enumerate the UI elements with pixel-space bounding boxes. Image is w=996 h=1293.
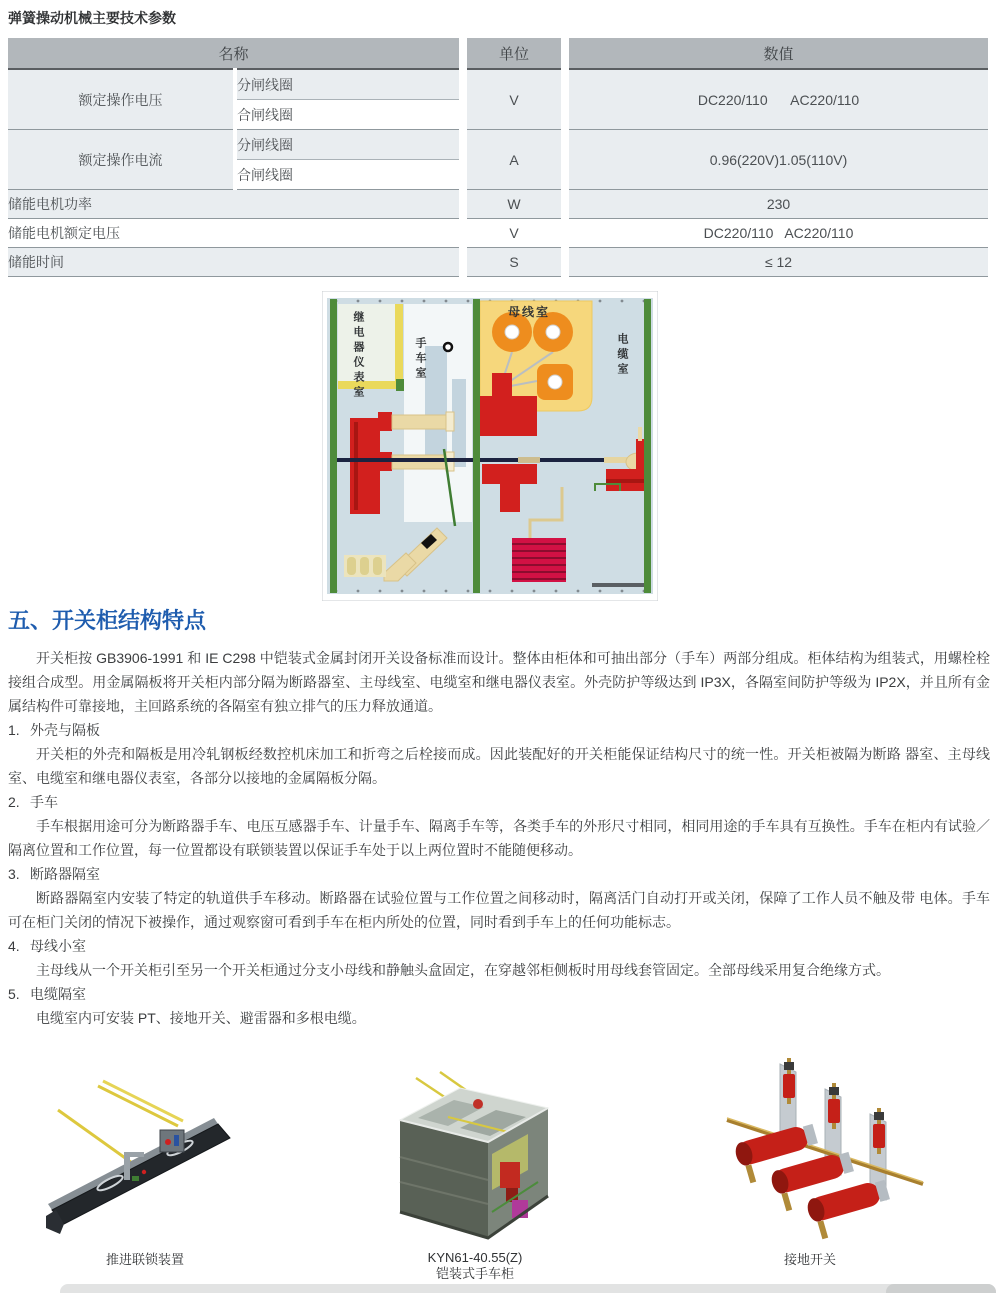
- item-number: 1.: [8, 722, 20, 738]
- item-heading: [8, 934, 990, 958]
- figure-caption-cabinet-model: KYN61-40.55(Z): [427, 1250, 523, 1265]
- row-value: DC220/110 AC220/110: [565, 69, 988, 130]
- row-name: 储能电机额定电压: [8, 219, 463, 248]
- item-title: 电缆隔室: [30, 986, 86, 1002]
- row-value: 230: [565, 190, 988, 219]
- item-heading: [8, 718, 990, 742]
- row-name: 额定操作电流: [8, 130, 235, 190]
- item-body: 主母线从一个开关柜引至另一个开关柜通过分支小母线和静触头盒固定，在穿越邻柜侧板时用母线套管固定。全部母线采用复合绝缘方式。: [36, 962, 890, 978]
- row-subname: 合闸线圈: [235, 100, 463, 130]
- switchgear-section-diagram: [322, 291, 658, 601]
- row-subname: 分闸线圈: [235, 69, 463, 100]
- row-value: ≤ 12: [565, 248, 988, 277]
- figure-caption-cabinet: [385, 1250, 565, 1282]
- row-name: 储能时间: [8, 248, 463, 277]
- spec-table: [8, 38, 988, 277]
- row-unit: V: [463, 219, 565, 248]
- row-unit: A: [463, 130, 565, 190]
- row-value: 0.96(220V)1.05(110V): [565, 130, 988, 190]
- spec-table-header-row: [8, 38, 988, 69]
- section-heading: 五、开关柜结构特点: [8, 608, 207, 633]
- row-value: DC220/110 AC220/110: [565, 219, 988, 248]
- item-number: 4.: [8, 938, 20, 954]
- item-body: 手车根据用途可分为断路器手车、电压互感器手车、计量手车、隔离手车等，各类手车的外形尺寸相同，相同用途的手车具有互换性。手车在柜内有试验／隔离位置和工作位置，每一位置都设有联锁装置以保证手车处于以上两位置时不能随便移动。: [8, 818, 990, 858]
- row-name: 额定操作电压: [8, 69, 235, 130]
- header-unit: 单位: [463, 38, 565, 69]
- item-body: 开关柜的外壳和隔板是用冷轧钢板经数控机床加工和折弯之后栓接而成。因此装配好的开关柜能保证结构尺寸的统一性。开关柜被隔为断路 器室、主母线室、电缆室和继电器仪表室，各部分以接地的金属隔板分隔。: [8, 746, 990, 786]
- diagram-label-cable-room: 电缆室: [616, 333, 628, 378]
- item-number: 5.: [8, 986, 20, 1002]
- header-value: 数值: [565, 38, 988, 69]
- item-body: 断路器隔室内安装了特定的轨道供手车移动。断路器在试验位置与工作位置之间移动时，隔离活门自动打开或关闭，保障了工作人员不触及带 电体。手车可在柜门关闭的情况下被操作，通过观察窗可看到手车在柜内所处的位置，同时看到手车上的任何功能标志。: [8, 890, 990, 930]
- table-title: 弹簧操动机械主要技术参数: [8, 10, 176, 26]
- intro-paragraph: 开关柜按 GB3906-1991 和 IE C298 中铠装式金属封闭开关设备标准而设计。整体由柜体和可抽出部分（手车）两部分组成。柜体结构为组装式，用螺栓栓接组合成型。用金属隔板将开关柜内部分隔为断路器室、主母线室、电缆室和继电器仪表室。外壳防护等级达到 IP3X，各隔室间防护等级为 IP2X，并且所有金属结构件可靠接地，主回路系统的各隔室有独立排气的压力释放通道。: [8, 650, 990, 714]
- item-number: 2.: [8, 794, 20, 810]
- row-unit: S: [463, 248, 565, 277]
- bottom-page-band-corner: [886, 1284, 996, 1293]
- row-subname: 合闸线圈: [235, 160, 463, 190]
- handcart-cabinet-illustration: [388, 1062, 563, 1244]
- diagram-label-busbar-room: 母线室: [508, 305, 551, 319]
- figure-caption-cabinet-type: 铠装式手车柜: [435, 1266, 514, 1281]
- table-row: [8, 130, 988, 160]
- table-row: [8, 69, 988, 100]
- switchgear-diagram-illustration: [322, 291, 658, 601]
- row-subname: 分闸线圈: [235, 130, 463, 160]
- figure-caption-interlock: 推进联锁装置: [105, 1252, 184, 1267]
- item-title: 手车: [30, 794, 58, 810]
- row-unit: V: [463, 69, 565, 130]
- item-title: 断路器隔室: [30, 866, 100, 882]
- interlock-device-illustration: [40, 1058, 250, 1243]
- header-name: 名称: [8, 38, 463, 69]
- item-title: 外壳与隔板: [30, 722, 100, 738]
- bottom-page-band: [60, 1284, 996, 1293]
- item-body: 电缆室内可安装 PT、接地开关、避雷器和多根电缆。: [36, 1010, 366, 1026]
- item-title: 母线小室: [30, 938, 86, 954]
- figure-caption-earthing-switch: 接地开关: [783, 1252, 836, 1267]
- diagram-label-handcart-room: 手车室: [414, 337, 426, 382]
- row-name: 储能电机功率: [8, 190, 463, 219]
- table-row: [8, 248, 988, 277]
- table-row: [8, 219, 988, 248]
- row-unit: W: [463, 190, 565, 219]
- item-heading: [8, 790, 990, 814]
- section-body: [8, 646, 990, 1030]
- earthing-switch-illustration: [685, 1052, 935, 1242]
- item-heading: [8, 982, 990, 1006]
- item-heading: [8, 862, 990, 886]
- table-row: [8, 190, 988, 219]
- diagram-label-relay-room: 继电器仪表室: [352, 311, 364, 401]
- item-number: 3.: [8, 866, 20, 882]
